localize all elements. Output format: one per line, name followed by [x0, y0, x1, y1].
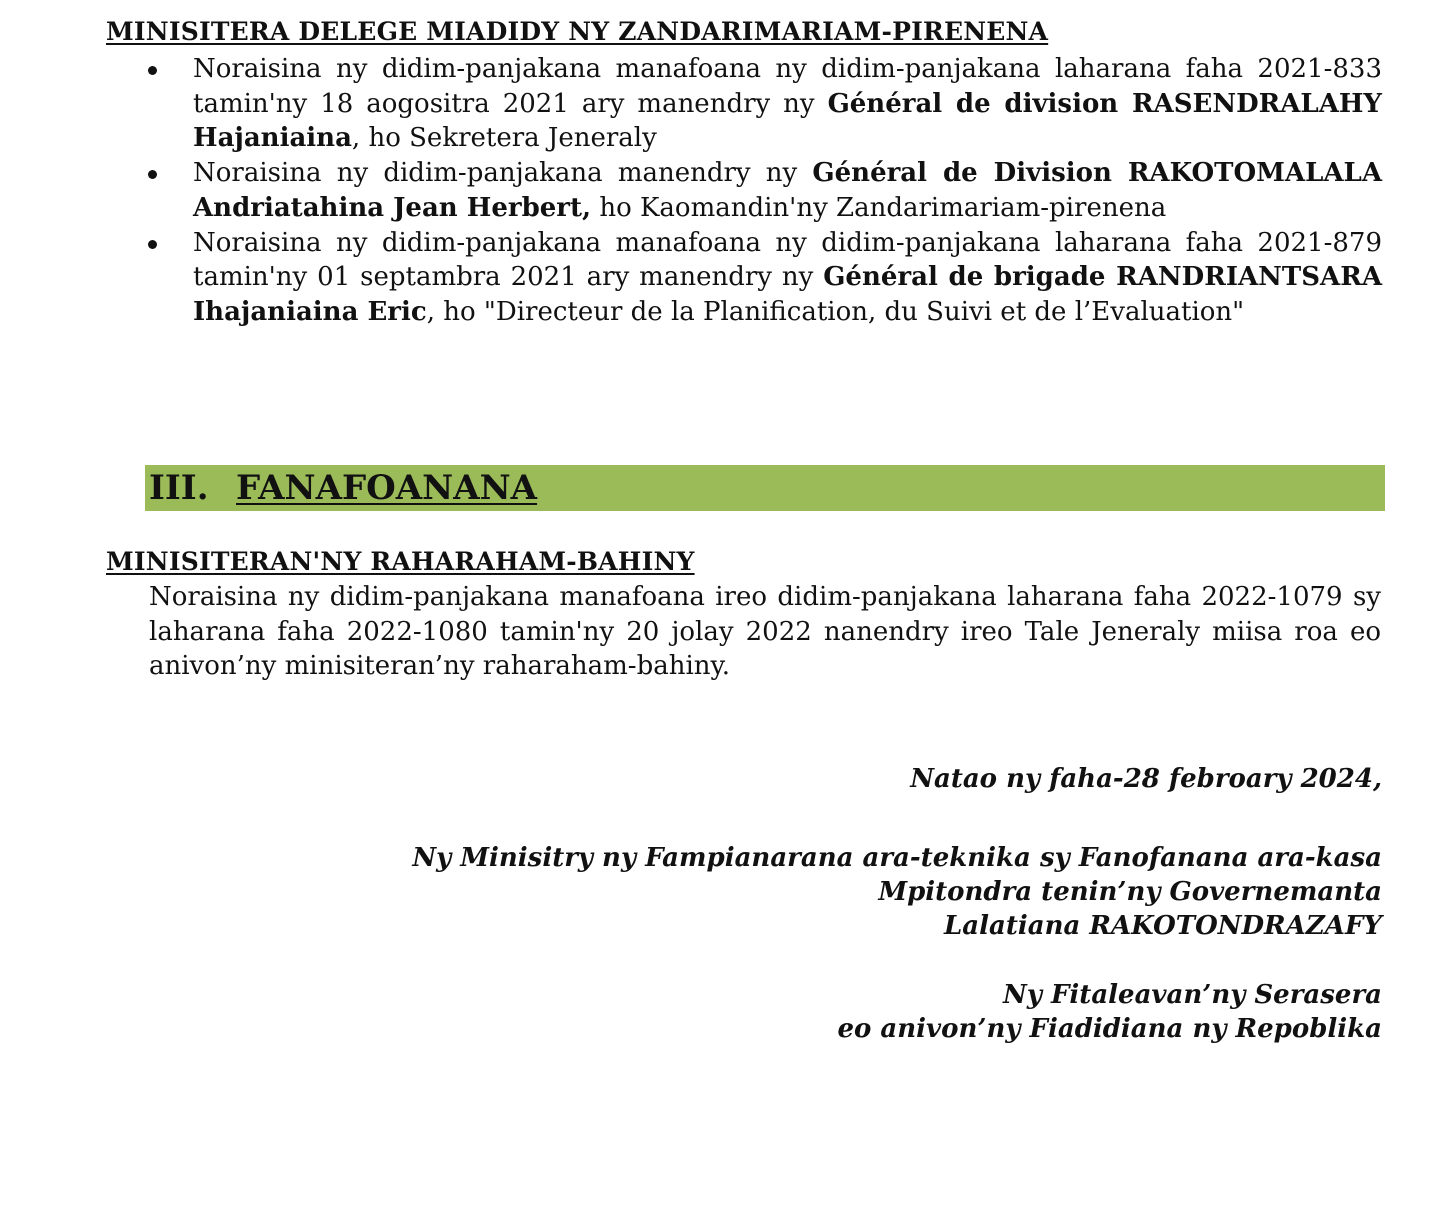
- list-item-text: [193, 228, 1382, 327]
- bullet-icon: [148, 240, 157, 249]
- item-text-part: , ho Sekretera Jeneraly: [351, 123, 657, 154]
- list-item: [148, 52, 1382, 156]
- date-line: Natao ny faha-28 febroary 2024,: [910, 764, 1382, 794]
- section-iii-banner: [145, 465, 1385, 511]
- list-item: [148, 226, 1382, 330]
- section-heading-delege: MINISITERA DELEGE MIADIDY NY ZANDARIMARIAM-PIRENENA: [106, 17, 1049, 46]
- item-text-part: Noraisina ny didim-panjakana manendry ny: [193, 158, 813, 189]
- signature-name: Lalatiana RAKOTONDRAZAFY: [944, 911, 1382, 941]
- section-number: III.: [149, 468, 209, 508]
- signature-block-communication: [837, 978, 1382, 1046]
- item-bold-name: Général de brigade RANDRIANTSARA Ihajaniaina Eric: [193, 262, 1383, 327]
- section-heading-raharaham-bahiny: MINISITERAN'NY RAHARAHAM-BAHINY: [106, 547, 695, 576]
- appointment-list: [148, 52, 1382, 330]
- item-text-part: ho Kaomandin'ny Zandarimariam-pirenena: [591, 192, 1167, 223]
- item-bold-name: Général de Division RAKOTOMALALA Andriatahina Jean Herbert,: [193, 158, 1383, 223]
- item-text-part: Noraisina ny didim-panjakana manafoana ny didim-panjakana laharana faha 2021-833 tamin'ny 18 aogositra 2021 ary manendry ny: [193, 54, 1382, 119]
- item-text-part: , ho "Directeur de la Planification, du Suivi et de l’Evaluation": [426, 296, 1245, 327]
- list-item-text: [193, 54, 1382, 153]
- list-item-text: [193, 158, 1382, 223]
- signature-subtitle: eo anivon’ny Fiadidiana ny Repoblika: [837, 1014, 1382, 1044]
- bullet-icon: [148, 66, 157, 75]
- list-item: [148, 156, 1382, 225]
- signature-block-minister: [412, 841, 1382, 943]
- section-title: FANAFOANANA: [236, 468, 538, 508]
- signature-role: Mpitondra tenin’ny Governemanta: [878, 877, 1382, 907]
- revocation-paragraph: Noraisina ny didim-panjakana manafoana ireo didim-panjakana laharana faha 2022-1079 sy laharana faha 2022-1080 tamin'ny 20 jolay 2022 nanendry ireo Tale Jeneraly miisa roa eo anivon’ny minisiteran’ny raharaham-bahiny.: [149, 582, 1381, 682]
- signature-title: Ny Minisitry ny Fampianarana ara-teknika sy Fanofanana ara-kasa: [412, 843, 1382, 873]
- bullet-icon: [148, 170, 157, 179]
- item-text-part: Noraisina ny didim-panjakana manafoana ny didim-panjakana laharana faha 2021-879 tamin'ny 01 septambra 2021 ary manendry ny: [193, 227, 1382, 293]
- signature-title: Ny Fitaleavan’ny Serasera: [1003, 980, 1382, 1010]
- item-bold-name: Général de division RASENDRALAHY Hajaniaina: [193, 88, 1382, 154]
